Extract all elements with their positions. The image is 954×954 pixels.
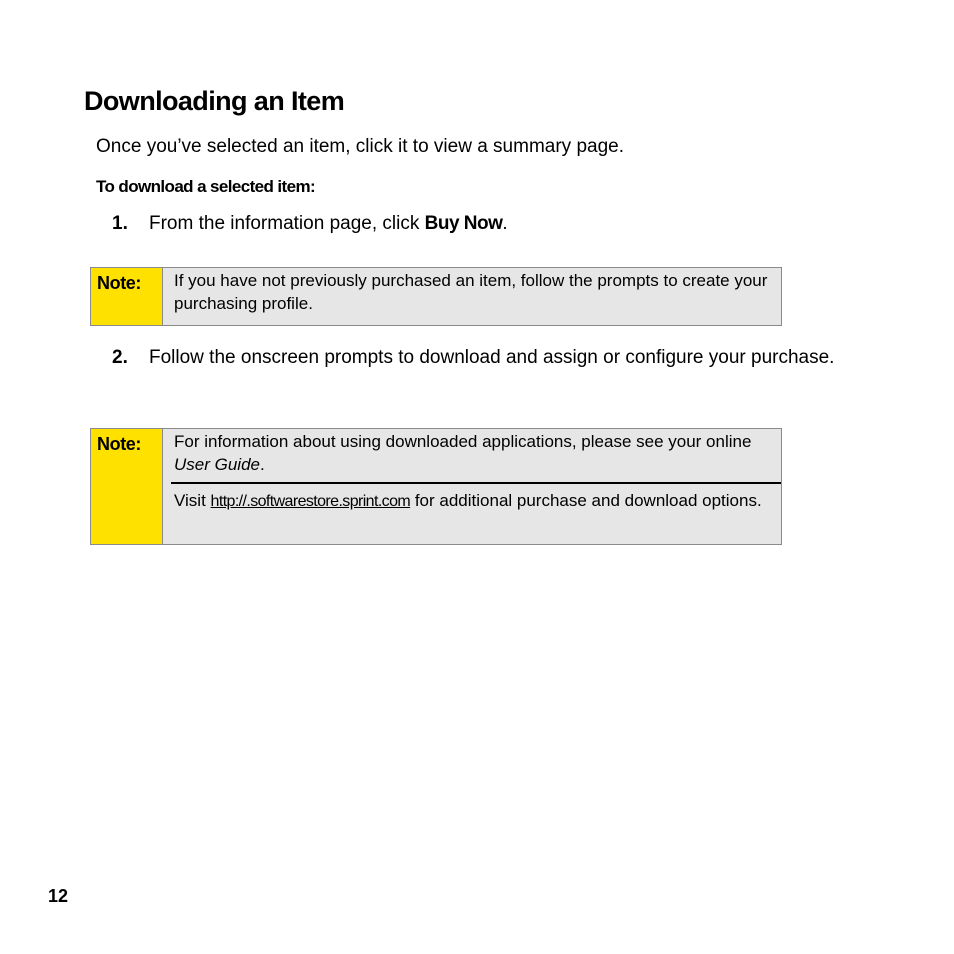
procedure-subheading: To download a selected item: [96, 177, 316, 196]
note-text-website: Visit http://.softwarestore.sprint.com for additional purchase and download options. [171, 482, 781, 519]
buy-now-label: Buy Now [424, 213, 503, 234]
note-label: Note: [91, 429, 163, 544]
note-body [163, 268, 781, 325]
step-1 [112, 210, 852, 238]
user-guide-title: User Guide [174, 455, 260, 474]
softwarestore-link[interactable]: http://.softwarestore.sprint.com [210, 493, 411, 510]
step-2 [112, 344, 852, 372]
page-number: 12 [48, 886, 69, 906]
note-box-1 [90, 267, 782, 326]
page-title: Downloading an Item [84, 86, 345, 116]
step-text: Follow the onscreen prompts to download and assign or configure your purchase. [149, 347, 835, 368]
step-text: From the information page, click Buy Now. [149, 213, 508, 234]
intro-paragraph: Once you’ve selected an item, click it to view a summary page. [96, 136, 625, 157]
note-box-2 [90, 428, 782, 545]
step-number: 1. [112, 213, 128, 234]
note-body [163, 429, 781, 544]
note-text-user-guide: For information about using downloaded applications, please see your online User Guide. [174, 432, 752, 474]
note-text: If you have not previously purchased an item, follow the prompts to create your purchasing profile. [174, 271, 768, 313]
step-number: 2. [112, 347, 128, 368]
note-label: Note: [91, 268, 163, 325]
